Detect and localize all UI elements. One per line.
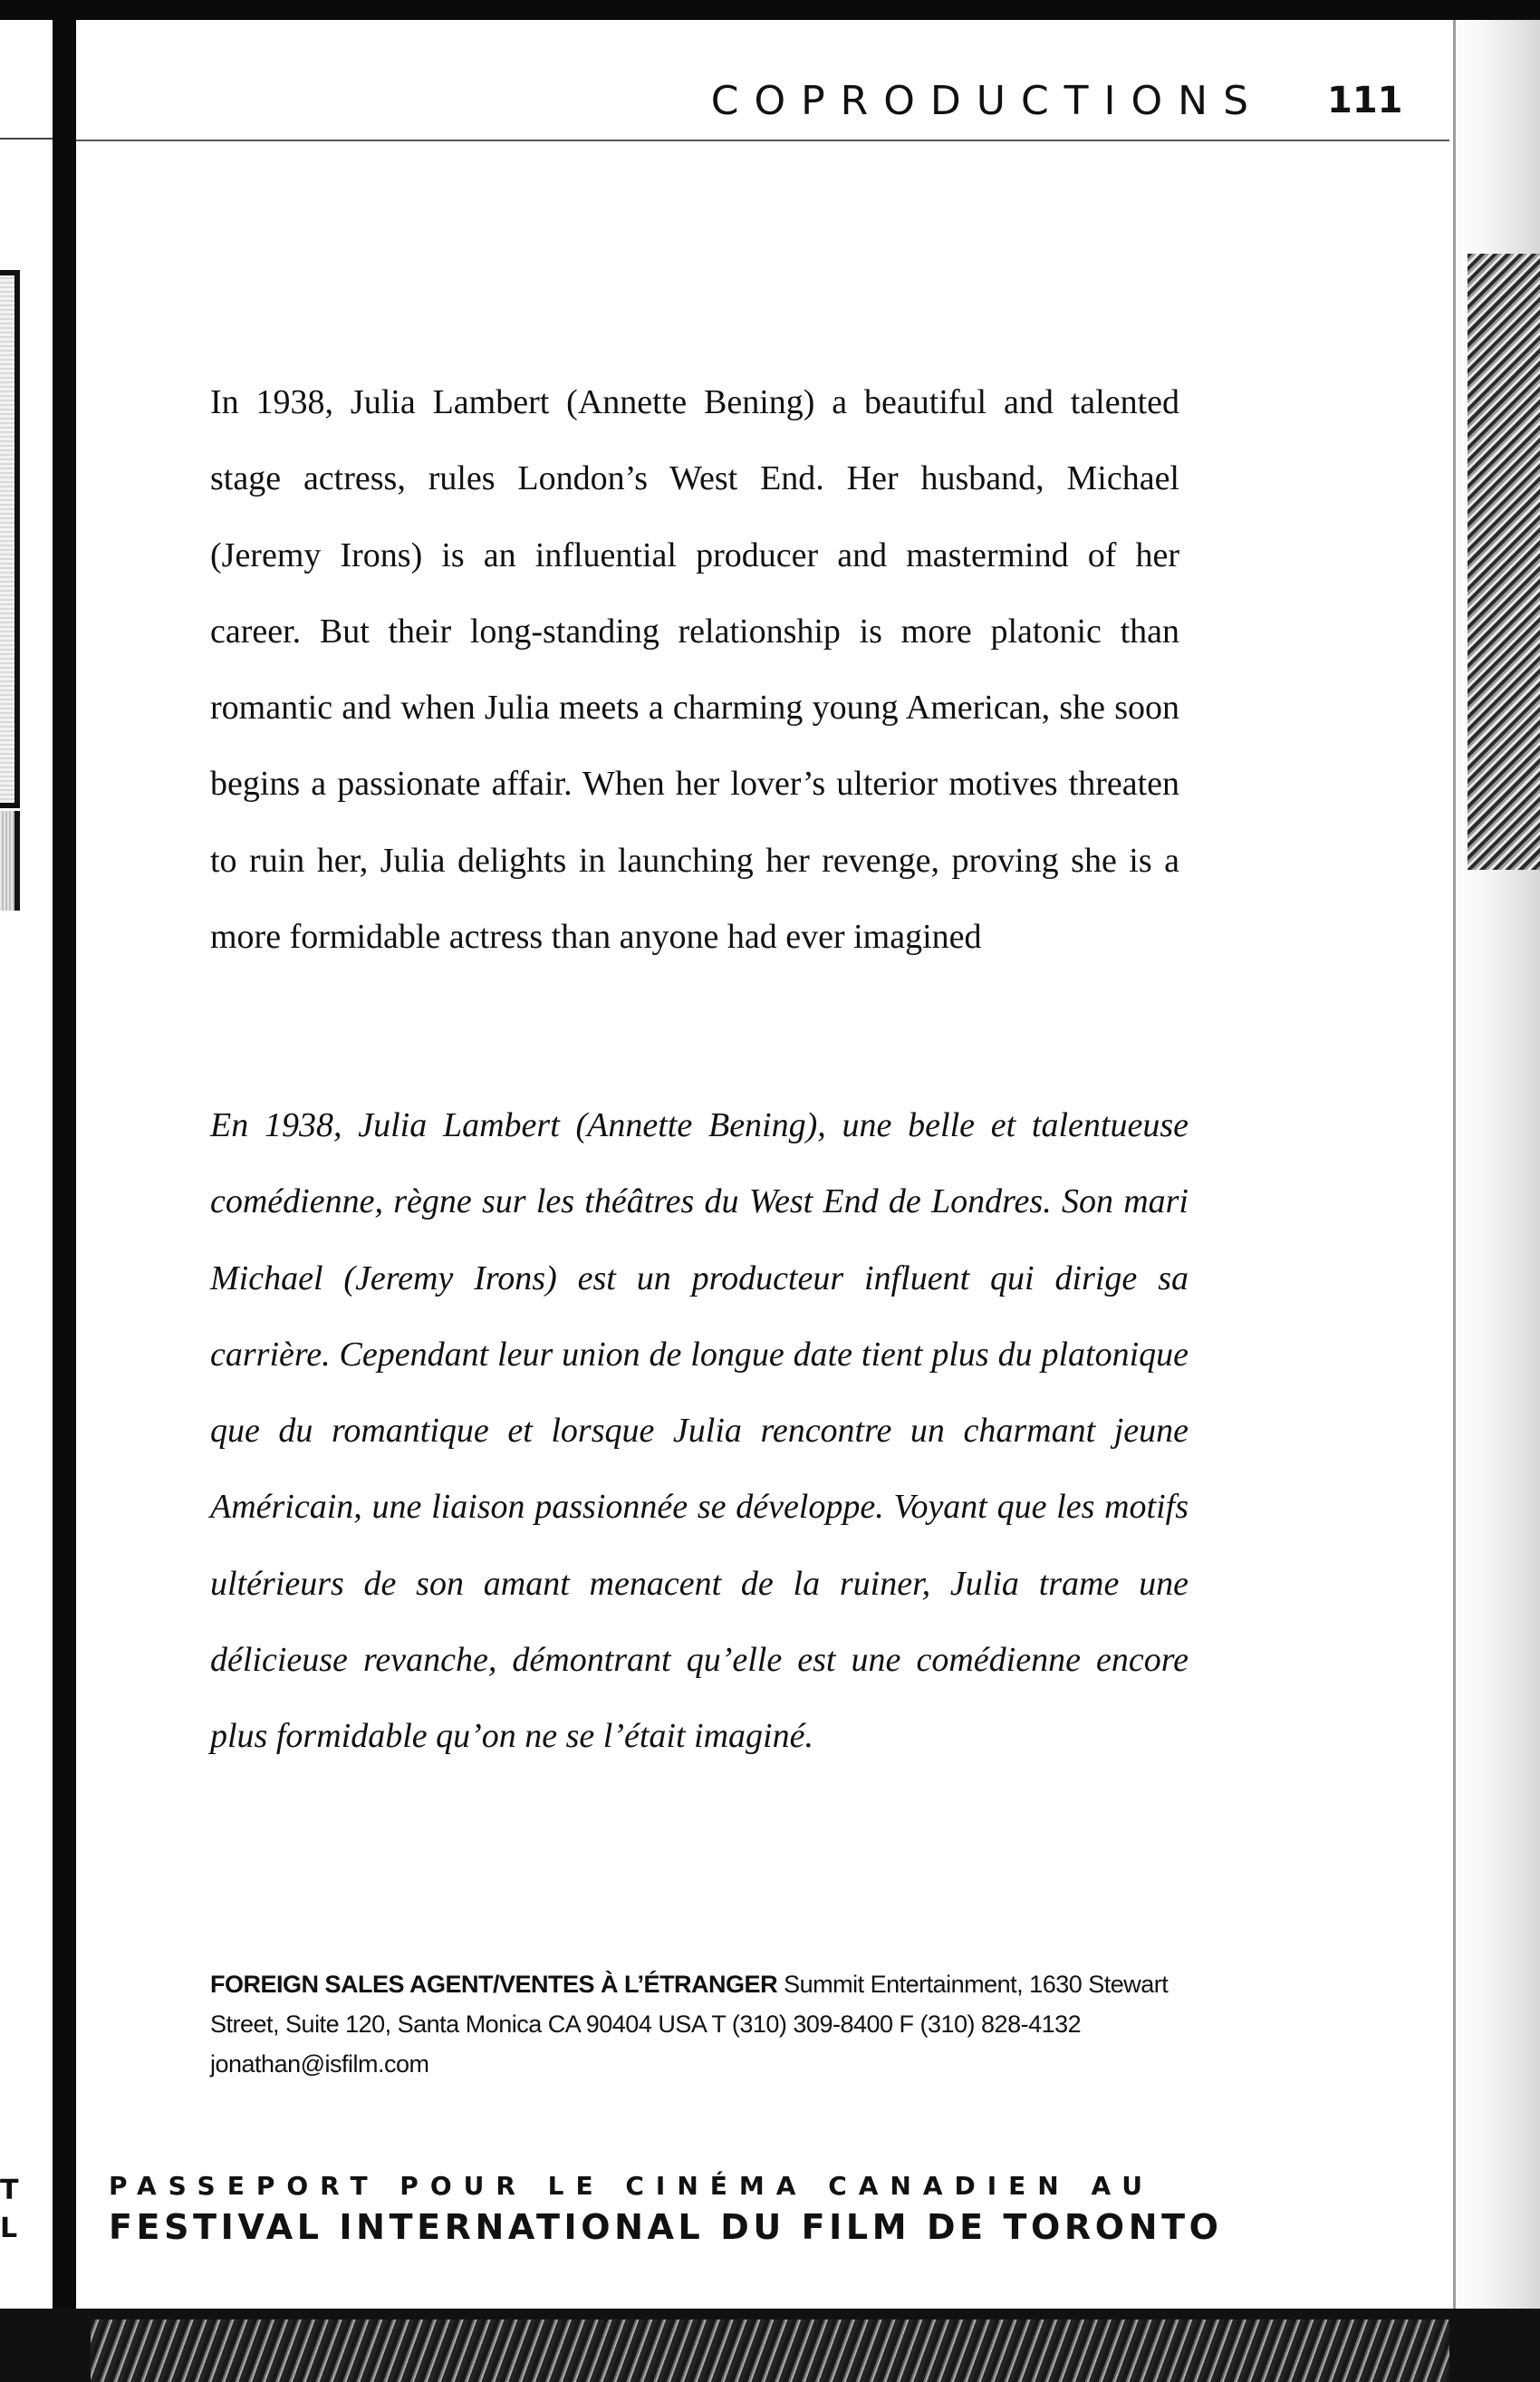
footer-festival-line: FESTIVAL INTERNATIONAL DU FILM DE TORONTO xyxy=(109,2207,1223,2247)
scan-right-line xyxy=(1453,20,1456,2321)
sales-agent-label: FOREIGN SALES AGENT/VENTES À L’ÉTRANGER xyxy=(210,1971,778,1998)
section-title: COPRODUCTIONS xyxy=(710,78,1264,124)
synopsis-english: In 1938, Julia Lambert (Annette Bening) a beautiful and talented stage actress, rules London’s West End. Her husband, Michael (Jeremy Irons) is an influential producer and mastermind of her career. But their long-standing relationship is more platonic than romantic and when Julia meets a charming young American, she soon begins a passionate affair. When her lover’s ulterior motives threaten to ruin her, Julia delights in launching her revenge, proving she is a more formidable actress than anyone had ever imagined xyxy=(210,383,1179,957)
previous-page-letter-bottom: L xyxy=(0,2213,18,2244)
scan-bottom-texture xyxy=(91,2319,1449,2382)
book-spine-shadow xyxy=(53,0,76,2319)
sales-agent-details: Summit Entertainment, 1630 Stewart Street, Suite 120, Santa Monica CA 90404 USA T (310) 309-8400 F (310) 828-4132 jonathan@isfilm.com xyxy=(210,1971,1169,2078)
sales-agent-block xyxy=(210,1964,1189,2084)
scan-right-texture xyxy=(1468,254,1540,870)
footer-passport-line: PASSEPORT POUR LE CINÉMA CANADIEN AU xyxy=(109,2171,1155,2201)
previous-page-image-lower xyxy=(0,811,20,911)
previous-page-image xyxy=(0,270,20,808)
synopsis-french: En 1938, Julia Lambert (Annette Bening), une belle et talentueuse comédienne, règne sur les théâtres du West End de Londres. Son mari Michael (Jeremy Irons) est un producteur influent qui dirige sa carrière. Cependant leur union de longue date tient plus du platonique que du romantique et lorsque Julia rencontre un charmant jeune Américain, une liaison passionnée se développe. Voyant que les motifs ultérieurs de son amant menacent de la ruiner, Julia trame une délicieuse revanche, démontrant qu’elle est une comédienne encore plus formidable qu’on ne se l’était imaginé. xyxy=(210,1106,1189,1756)
page-number: 111 xyxy=(1327,80,1403,121)
scan-top-edge xyxy=(0,0,1540,20)
previous-page-rule xyxy=(0,138,53,140)
header-rule xyxy=(76,140,1449,141)
previous-page-letter-top: T xyxy=(0,2175,19,2206)
